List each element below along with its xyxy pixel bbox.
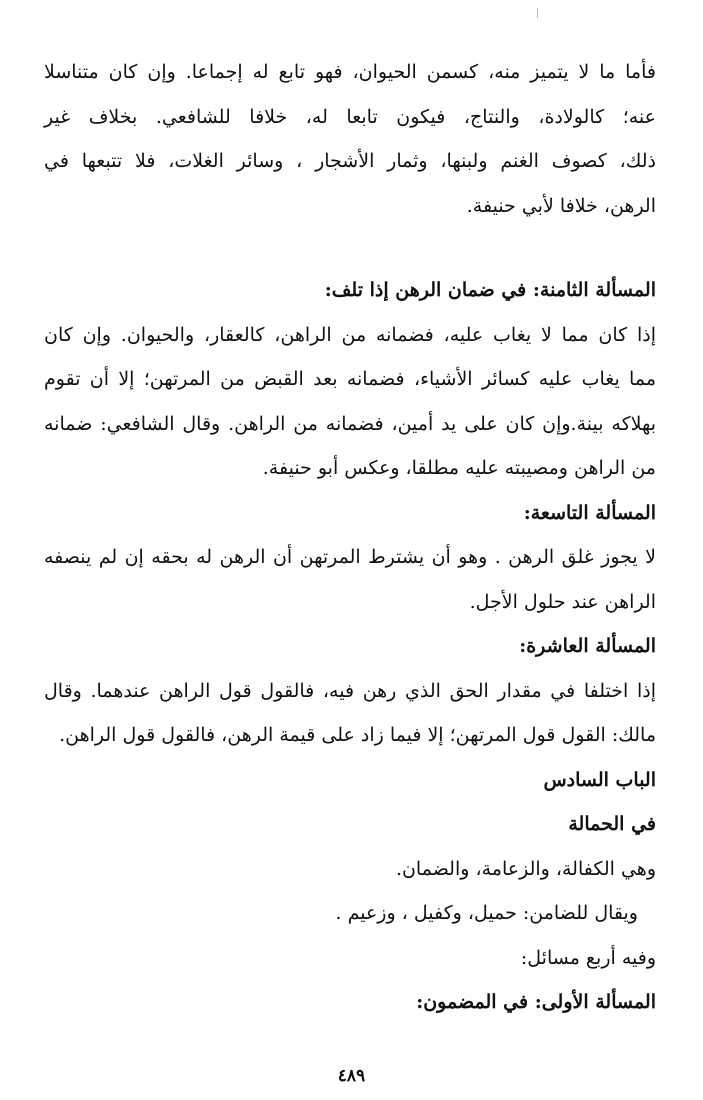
text-line: إذا كان مما لا يغاب عليه، فضمانه من الراهن، كالعقار، والحيوان. وإن كان <box>44 323 656 346</box>
page-edge-mark <box>537 8 538 18</box>
paragraph-tabaiyya <box>44 50 656 228</box>
section-tenth <box>44 624 656 758</box>
text-line: إذا اختلفا في مقدار الحق الذي رهن فيه، فالقول قول الراهن عندهما. وقال <box>44 679 656 702</box>
chapter-title: الباب السادس <box>543 768 656 791</box>
chapter-subtitle: في الحمالة <box>568 813 656 835</box>
section-heading: المسألة التاسعة: <box>523 501 656 524</box>
text-line: ويقال للضامن: حميل، وكفيل ، وزعيم . <box>335 902 638 924</box>
chapter-six <box>44 758 656 1025</box>
section-ninth <box>44 491 656 625</box>
section-heading <box>44 268 656 313</box>
section-title: في المضمون: <box>416 991 529 1013</box>
text-line: لا يجوز غلق الرهن . وهو أن يشترط المرتهن أن الرهن له بحقه إن لم ينصفه <box>44 546 656 568</box>
text-line: ذلك، كصوف الغنم ولبنها، وثمار الأشجار ، وسائر الغلات، فلا تتبعها في <box>44 150 656 172</box>
section-heading <box>44 980 656 1025</box>
section-eighth <box>44 268 656 491</box>
page-number: ٤٨٩ <box>337 1066 366 1086</box>
text-line: وفيه أربع مسائل: <box>520 946 656 969</box>
section-heading: المسألة العاشرة: <box>519 635 656 657</box>
section-label: المسألة الأولى: <box>534 991 656 1013</box>
text-line: مالك: القول قول المرتهن؛ إلا فيما زاد على قيمة الرهن، فالقول قول الراهن. <box>59 724 656 746</box>
book-page <box>44 50 656 1025</box>
text-line: فأما ما لا يتميز منه، كسمن الحيوان، فهو تابع له إجماعا. وإن كان متناسلا <box>44 61 656 83</box>
text-line: من الراهن ومصيبته عليه مطلقا، وعكس أبو حنيفة. <box>262 457 656 479</box>
text-line: عنه؛ كالولادة، والنتاج، فيكون تابعا له، خلافا للشافعي. بخلاف غير <box>44 105 656 128</box>
text-line: بهلاكه بينة.وإن كان على يد أمين، فضمانه من الراهن. وقال الشافعي: ضمانه <box>44 412 656 435</box>
text-line: وهي الكفالة، والزعامة، والضمان. <box>395 857 656 880</box>
text-line: الراهن عند حلول الأجل. <box>469 590 656 613</box>
section-label: المسألة الثامنة: <box>532 279 656 301</box>
spacer <box>44 228 656 268</box>
text-line: مما يغاب عليه كسائر الأشياء، فضمانه بعد القبض من المرتهن؛ إلا أن تقوم <box>44 368 656 390</box>
section-title: في ضمان الرهن إذا تلف: <box>324 279 527 301</box>
text-line: الرهن، خلافا لأبي حنيفة. <box>466 194 656 217</box>
